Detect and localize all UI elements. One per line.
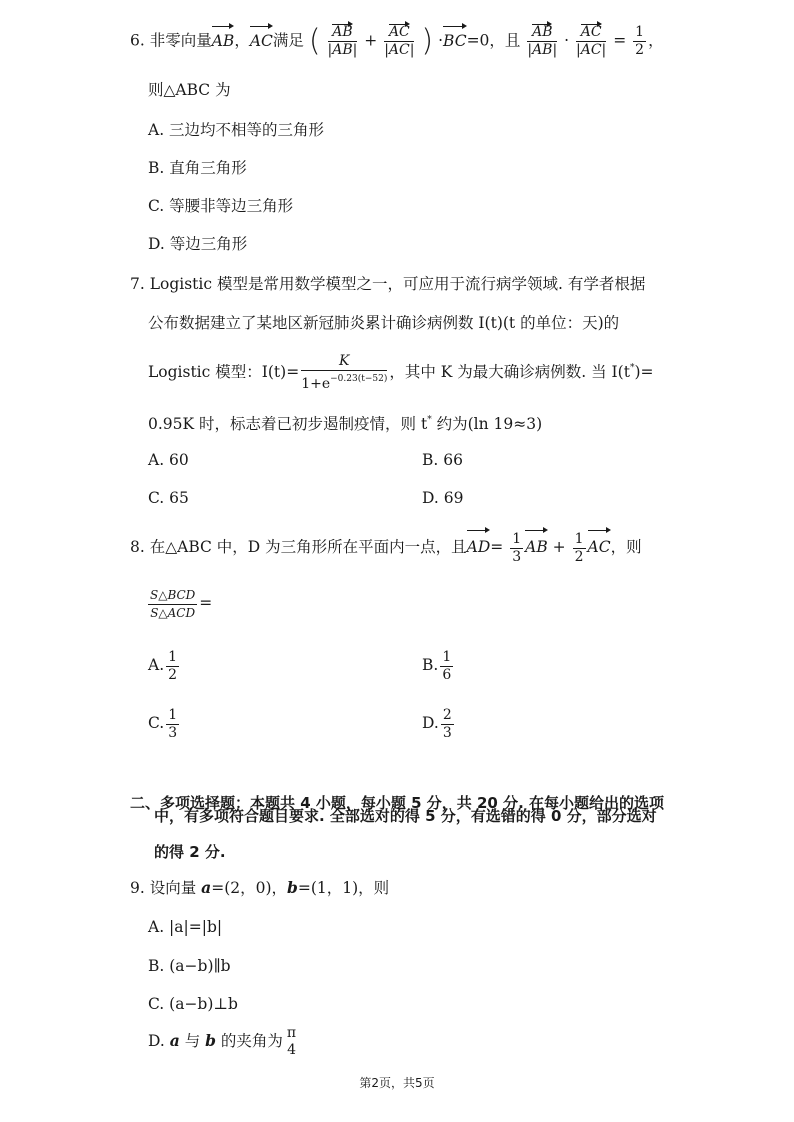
q9-stem: 9. 设向量 a=(2，0)，b=(1，1)，则 (130, 878, 390, 897)
q9-option-a: A. |a|=|b| (148, 918, 223, 936)
section2-line2: 中，有多项符合题目要求. 全部选对的得 5 分，有选错的得 0 分，部分选对 (154, 807, 657, 825)
q8-ratio: $\frac{\text{S△BCD}}{\text{S△ACD}}$ = (150, 587, 213, 620)
page-footer: 第2页，共5页 (359, 1076, 435, 1090)
q7-option-a: A. 60 (148, 451, 189, 469)
q6-frac-ab-2: $\frac{AB}{|AB|}$ (527, 24, 558, 58)
q6-frac-ab: $\frac{AB}{|AB|}$ (327, 24, 358, 58)
q9-option-c: C. (a−b)⊥b (148, 995, 238, 1013)
q8-option-b: B. $\frac{1}{6}$ (422, 648, 452, 683)
q7-line4: 0.95K 时，标志着已初步遏制疫情，则 t* 约为(ln 19≈3) (148, 415, 543, 433)
q8-coef-1: $\frac{1}{3}$ (512, 530, 522, 565)
q8-option-c: C. $\frac{1}{3}$ (148, 706, 178, 741)
q7-option-c: C. 65 (148, 489, 189, 507)
q8-option-d: D. $\frac{2}{3}$ (422, 706, 452, 741)
q7-line3: Logistic 模型：I(t)= $\frac{K}{1+e^{-0.23(t-52)}}$ ，其中 K 为最大确诊病例数. 当 I(t*)= (148, 353, 654, 392)
q8-ratio-frac: $\frac{\text{S△BCD}}{\text{S△ACD}}$ (150, 587, 196, 620)
q8-stem: 8. 在△ABC 中，D 为三角形所在平面内一点，且AD= $\frac{1}{3}$ AB + $\frac{1}{2}$ AC，则 (130, 530, 642, 565)
section2-line1: 二、多项选择题：本题共 4 小题，每小题 5 分，共 20 分. 在每小题给出的选项 (130, 794, 665, 812)
section2-line3: 的得 2 分. (154, 843, 226, 861)
q9-angle-frac: π 4 (286, 1025, 297, 1058)
q9-option-d: D. a 与 b 的夹角为 π 4 (148, 1025, 297, 1058)
q6-option-b: B. 直角三角形 (148, 159, 247, 177)
q9-option-b: B. (a−b)∥b (148, 957, 231, 975)
q8-coef-2: $\frac{1}{2}$ (574, 530, 584, 565)
q7-frac: $\frac{K}{1+e^{-0.23(t-52)}}$ (301, 353, 388, 392)
q6-option-a: A. 三边均不相等的三角形 (148, 121, 325, 139)
q6-line2: 则△ABC 为 (148, 81, 231, 99)
q6-frac-ac-2: $\frac{AC}{|AC|}$ (576, 24, 607, 58)
q7-option-b: B. 66 (422, 451, 463, 469)
q6-half: $\frac{1}{2}$ (635, 24, 645, 58)
q8-option-a: A. $\frac{1}{2}$ (148, 648, 178, 683)
q6-option-c: C. 等腰非等边三角形 (148, 197, 294, 215)
q6-option-d: D. 等边三角形 (148, 235, 248, 253)
q7-line2: 公布数据建立了某地区新冠肺炎累计确诊病例数 I(t)(t 的单位：天)的 (148, 314, 620, 332)
q7-option-d: D. 69 (422, 489, 464, 507)
q7-line1: 7. Logistic 模型是常用数学模型之一，可应用于流行病学领域. 有学者根据 (130, 275, 646, 293)
q6-stem: 6. 非零向量AB，AC满足 ( $\frac{AB}{|AB|}$ + $\frac{AC}{|AC|}$ ) ·BC=0，且 $\frac{AB}{|AB|}$ · $\frac{AC}{|AC|}$ = $\frac{1}{2}$ ， (130, 23, 664, 59)
q6-frac-ac: $\frac{AC}{|AC|}$ (384, 24, 415, 58)
